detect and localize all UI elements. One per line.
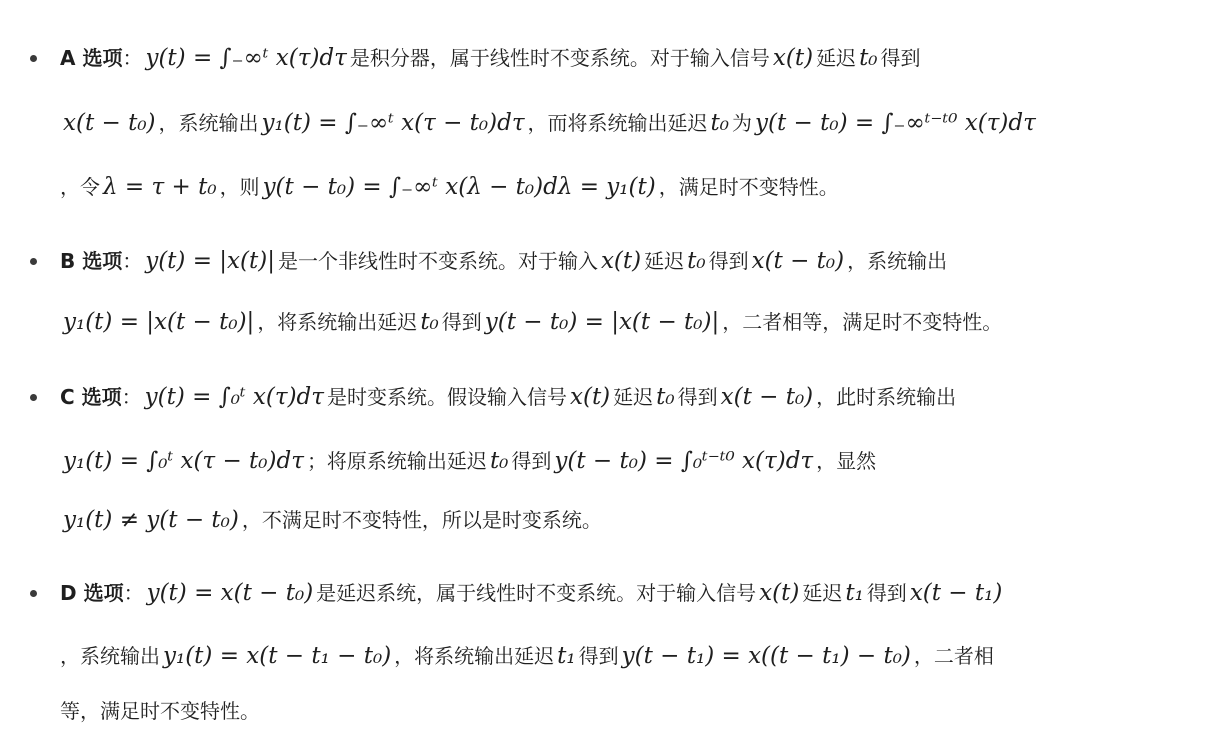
text-run: 为 bbox=[732, 111, 753, 135]
bullet-b bbox=[30, 258, 37, 265]
text-run: ；将原系统输出延迟 bbox=[306, 449, 487, 473]
math-expression: x(t − t₀) bbox=[751, 248, 845, 274]
math-expression: t₁ bbox=[845, 580, 864, 606]
item-b-line-2 bbox=[60, 305, 1002, 339]
math-expression: y₁(t) = x(t − t₁ − t₀) bbox=[163, 643, 392, 669]
text-run: ，二者相等，满足时不变特性。 bbox=[722, 310, 1003, 334]
text-run: 得到 bbox=[880, 46, 921, 70]
math-expression: y(t) = |x(t)| bbox=[145, 248, 275, 274]
text-run: 是时变系统。假设输入信号 bbox=[327, 385, 567, 409]
item-a-line-2 bbox=[60, 106, 1039, 140]
text-run: ，不满足时不变特性，所以是时变系统。 bbox=[241, 508, 602, 532]
math-expression: y₁(t) = |x(t − t₀)| bbox=[63, 309, 255, 335]
text-run: ，令 bbox=[60, 175, 100, 199]
math-expression: x(t − t₀) bbox=[720, 384, 814, 410]
item-a-line-1 bbox=[60, 41, 921, 75]
item-d-line-2 bbox=[60, 639, 994, 673]
math-expression: y₁(t) ≠ y(t − t₀) bbox=[63, 507, 239, 533]
math-expression: x(t − t₁) bbox=[909, 580, 1003, 606]
item-d-line-1 bbox=[60, 576, 1005, 610]
bullet-d bbox=[30, 590, 37, 597]
text-run: 是积分器，属于线性时不变系统。对于输入信号 bbox=[349, 46, 770, 70]
math-expression: t₀ bbox=[420, 309, 439, 335]
item-d-line-3 bbox=[60, 694, 260, 728]
math-expression: t₀ bbox=[489, 448, 509, 474]
text-run: 延迟 bbox=[816, 46, 857, 70]
math-expression: t₀ bbox=[656, 384, 675, 410]
text-run: ： bbox=[123, 581, 144, 605]
math-expression: y(t − t₀) = ∫₋∞ᵗ x(λ − t₀)dλ = y₁(t) bbox=[262, 174, 656, 200]
bullet-c bbox=[30, 394, 37, 401]
text-run: 得到 bbox=[677, 385, 718, 409]
math-expression: y(t) = x(t − t₀) bbox=[146, 580, 314, 606]
math-expression: x(t) bbox=[772, 45, 814, 71]
text-run: 得到 bbox=[578, 644, 619, 668]
text-run: 等，满足时不变特性。 bbox=[60, 699, 260, 723]
math-expression: x(t) bbox=[570, 384, 611, 410]
math-expression: t₀ bbox=[859, 45, 878, 71]
text-run: ，系统输出 bbox=[158, 111, 259, 135]
text-run: ： bbox=[121, 385, 142, 409]
text-run: 延迟 bbox=[802, 581, 843, 605]
math-expression: t₁ bbox=[557, 643, 576, 669]
item-a-line-3 bbox=[60, 170, 839, 204]
item-c-line-3 bbox=[60, 503, 602, 537]
text-run: 得到 bbox=[441, 310, 482, 334]
math-expression: y(t − t₁) = x((t − t₁) − t₀) bbox=[621, 643, 911, 669]
text-run: ，显然 bbox=[816, 449, 877, 473]
item-a-label: A 选项 bbox=[60, 46, 123, 70]
item-c-line-1 bbox=[60, 380, 956, 414]
text-run: 得到 bbox=[708, 249, 749, 273]
text-run: 是延迟系统，属于线性时不变系统。对于输入信号 bbox=[316, 581, 757, 605]
text-run: ，将系统输出延迟 bbox=[257, 310, 418, 334]
math-expression: y(t − t₀) = |x(t − t₀)| bbox=[484, 309, 720, 335]
item-d-label: D 选项 bbox=[60, 581, 124, 605]
item-b-label: B 选项 bbox=[60, 249, 123, 273]
text-run: ，而将系统输出延迟 bbox=[527, 111, 708, 135]
math-expression: y(t) = ∫₋∞ᵗ x(τ)dτ bbox=[145, 45, 347, 71]
text-run: ，二者相 bbox=[913, 644, 994, 668]
text-run: ，系统输出 bbox=[60, 644, 160, 668]
text-run: 延迟 bbox=[644, 249, 685, 273]
math-expression: t₀ bbox=[710, 110, 730, 136]
text-run: ，满足时不变特性。 bbox=[658, 175, 839, 199]
math-expression: x(t) bbox=[759, 580, 800, 606]
text-run: ，将系统输出延迟 bbox=[394, 644, 555, 668]
text-run: 是一个非线性时不变系统。对于输入 bbox=[277, 249, 598, 273]
item-b-line-1 bbox=[60, 244, 947, 278]
math-expression: x(t − t₀) bbox=[63, 110, 156, 136]
math-expression: y₁(t) = ∫₀ᵗ x(τ − t₀)dτ bbox=[63, 448, 304, 474]
item-c-label: C 选项 bbox=[60, 385, 122, 409]
item-a-l1-s0: ： bbox=[122, 46, 143, 70]
math-expression: y(t) = ∫₀ᵗ x(τ)dτ bbox=[144, 384, 324, 410]
text-run: 得到 bbox=[511, 449, 552, 473]
text-run: ，则 bbox=[219, 175, 260, 199]
math-expression: y₁(t) = ∫₋∞ᵗ x(τ − t₀)dτ bbox=[261, 110, 525, 136]
text-run: ，此时系统输出 bbox=[816, 385, 957, 409]
text-run: 得到 bbox=[866, 581, 907, 605]
bullet-a bbox=[30, 55, 37, 62]
item-c-line-2 bbox=[60, 444, 876, 478]
math-expression: x(t) bbox=[600, 248, 642, 274]
text-run: ： bbox=[122, 249, 143, 273]
text-run: ，系统输出 bbox=[847, 249, 948, 273]
text-run: 延迟 bbox=[613, 385, 654, 409]
math-expression: λ = τ + t₀ bbox=[103, 174, 217, 200]
math-expression: t₀ bbox=[687, 248, 706, 274]
math-expression: y(t − t₀) = ∫₋∞ᵗ⁻ᵗ⁰ x(τ)dτ bbox=[755, 110, 1036, 136]
math-expression: y(t − t₀) = ∫₀ᵗ⁻ᵗ⁰ x(τ)dτ bbox=[554, 448, 814, 474]
